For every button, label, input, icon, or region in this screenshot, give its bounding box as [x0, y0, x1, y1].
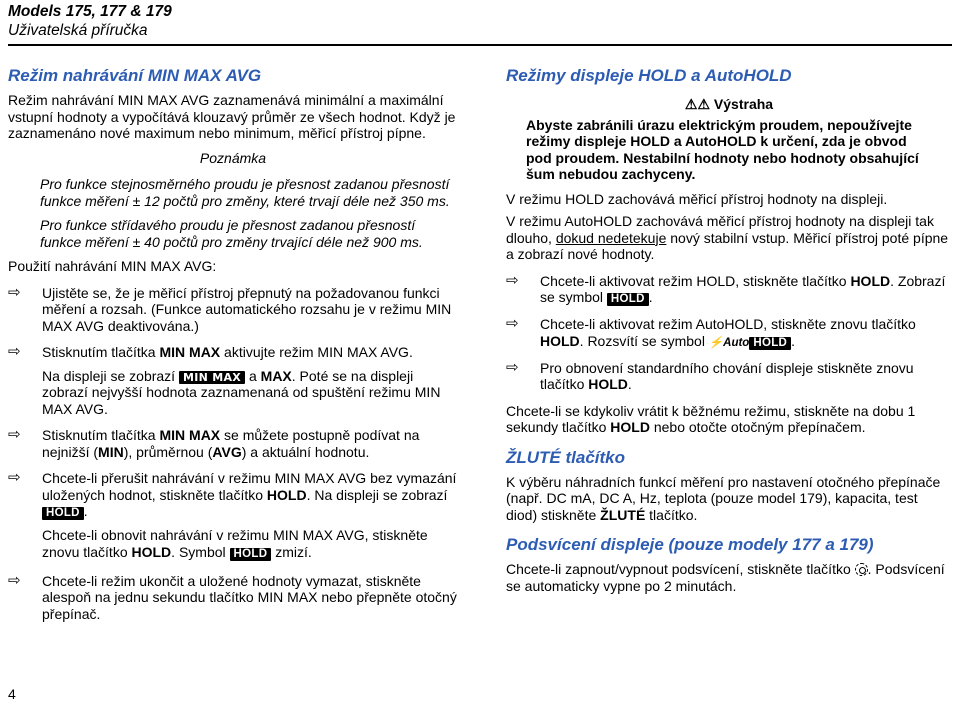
- step-text: Chcete-li obnovit nahrávání v režimu MIN MAX AVG, stiskněte znovu tlačítko: [42, 527, 428, 560]
- key-label: HOLD: [610, 419, 650, 435]
- section-heading-backlight: Podsvícení displeje (pouze modely 177 a 179): [506, 535, 874, 554]
- step-text: .: [648, 289, 653, 305]
- header-model: Models 175, 177 & 179: [8, 3, 172, 20]
- key-label: HOLD: [588, 376, 628, 392]
- note-dc: Pro funkce stejnosměrného proudu je přesnost zadanou přesností funkce měření ± 12 počtů pro změny, které trvají déle než 350 ms.: [40, 176, 450, 209]
- step-text: Stisknutím tlačítka: [42, 427, 160, 443]
- yellow-paragraph: [506, 474, 952, 524]
- paragraph-text: nebo otočte otočným přepínačem.: [649, 419, 866, 435]
- hold-paragraph: V režimu HOLD zachovává měřicí přístroj hodnoty na displeji.: [506, 190, 888, 207]
- arrow-right-icon: ⇨: [8, 426, 21, 443]
- step-item: [8, 285, 458, 335]
- step-continuation: [8, 527, 458, 561]
- paragraph-text: K výběru náhradních funkcí měření pro nastavení otočného přepínače (např. DC mA, DC A, Hz, teplota (pouze model 179), kapacita, test diod) stiskněte: [506, 473, 941, 523]
- page-number: 4: [8, 686, 16, 702]
- hold-display-symbol: HOLD: [749, 337, 791, 350]
- running-header: [8, 2, 172, 40]
- step-text: ), průměrnou (: [123, 443, 213, 460]
- note-ac: Pro funkce střídavého proudu je přesnost zadanou přesností funkce měření ± 40 počtů pro změny trvající déle než 900 ms.: [40, 217, 423, 250]
- underlined-text: dokud nedetekuje: [555, 229, 667, 246]
- step-text: .: [791, 332, 796, 349]
- arrow-right-icon: ⇨: [506, 271, 519, 289]
- step-text: a: [245, 367, 261, 384]
- step-text: . Na displeji se zobrazí: [306, 486, 448, 503]
- step-text: aktivujte režim MIN MAX AVG.: [220, 344, 413, 360]
- warning-heading: [506, 96, 952, 113]
- step-text: .: [627, 376, 632, 392]
- autohold-paragraph: [506, 213, 952, 263]
- step-text: . Poté se na displeji zobrazí nejvyšší hodnota zaznamenaná od spuštění režimu MIN MAX AVG.: [42, 367, 441, 417]
- key-label: HOLD: [540, 332, 580, 349]
- section-heading-hold: Režimy displeje HOLD a AutoHOLD: [506, 66, 792, 85]
- paragraph-text: . Podsvícení se automaticky vypne po 2 minutách.: [506, 561, 945, 594]
- arrow-right-icon: ⇨: [8, 283, 21, 301]
- step-text: se můžete postupně podívat na nejnižší (: [42, 427, 420, 460]
- paragraph-text: V režimu AutoHOLD zachovává měřicí přístroj hodnoty na displeji tak dlouho,: [506, 213, 934, 246]
- arrow-right-icon: ⇨: [506, 358, 519, 376]
- warning-title: Výstraha: [713, 96, 774, 112]
- header-rule: [8, 44, 952, 46]
- key-label: HOLD: [850, 272, 891, 289]
- backlight-paragraph: [506, 561, 952, 594]
- minmax-display-symbol: MIN MAX: [179, 371, 245, 384]
- key-label: MIN: [98, 443, 124, 460]
- return-paragraph: [506, 403, 952, 436]
- step-item: [506, 360, 952, 393]
- key-label: HOLD: [131, 543, 172, 560]
- arrow-right-icon: ⇨: [8, 343, 21, 360]
- warning-icon: ⚠⚠: [684, 96, 711, 112]
- step-text: Na displeji se zobrazí: [42, 367, 179, 384]
- minmax-intro: Režim nahrávání MIN MAX AVG zaznamenává minimální a maximální vstupní hodnoty a vypočítává klouzavý průměr ze všech hodnot. Když je zaznamenáno nové maximum nebo minimum, měřicí přístroj pípne.: [8, 92, 456, 141]
- usage-label: Použití nahrávání MIN MAX AVG:: [8, 258, 217, 274]
- step-text: Chcete-li aktivovat režim HOLD, stiskněte tlačítko: [540, 272, 851, 289]
- step-text: zmizí.: [271, 543, 312, 560]
- key-label: MAX: [260, 367, 292, 384]
- step-item: [506, 316, 952, 350]
- paragraph-text: Chcete-li zapnout/vypnout podsvícení, stiskněte tlačítko: [506, 561, 855, 577]
- key-label: AVG: [212, 443, 242, 460]
- step-continuation: [8, 368, 458, 418]
- step-text: Ujistěte se, že je měřicí přístroj přepnutý na požadovanou funkci měření a rozsah. (Funkce automatického rozsahu je v režimu MIN MAX AVG deaktivována.): [42, 284, 452, 334]
- left-column: [8, 66, 458, 622]
- section-heading-minmax: Režim nahrávání MIN MAX AVG: [8, 66, 262, 85]
- step-text: . Zobrazí se symbol: [540, 272, 946, 305]
- step-text: . Rozsvítí se symbol: [579, 332, 709, 349]
- hold-display-symbol: HOLD: [230, 548, 272, 561]
- step-item: [8, 427, 458, 460]
- paragraph-text: Chcete-li se kdykoliv vrátit k běžnému režimu, stiskněte na dobu 1 sekundy tlačítko: [506, 402, 916, 435]
- paragraph-text: nový stabilní vstup. Měřicí přístroj poté pípne a zobrazí nové hodnoty.: [506, 229, 949, 262]
- step-item: [506, 273, 952, 307]
- hold-display-symbol: HOLD: [607, 293, 649, 306]
- key-label: HOLD: [266, 486, 307, 503]
- step-text: ) a aktuální hodnotu.: [241, 443, 370, 460]
- warning-body: Abyste zabránili úrazu elektrickým proudem, nepoužívejte režimy displeje HOLD a AutoHOLD k určení, zda je obvod pod proudem. Nestabilní hodnoty nebo hodnoty obsahující šum nebudou zachyceny.: [526, 116, 919, 182]
- auto-display-symbol: ⚡Auto: [708, 336, 750, 349]
- arrow-right-icon: ⇨: [8, 571, 21, 589]
- arrow-right-icon: ⇨: [8, 469, 21, 486]
- header-subtitle: Uživatelská příručka: [8, 22, 148, 39]
- step-text: Chcete-li přerušit nahrávání v režimu MIN MAX AVG bez vymazání uložených hodnot, stiskněte tlačítko: [42, 470, 457, 503]
- step-item: [8, 573, 458, 623]
- key-label: MIN MAX: [159, 344, 221, 360]
- key-label: ŽLUTÉ: [600, 506, 646, 523]
- step-item: [8, 344, 458, 361]
- hold-display-symbol: HOLD: [42, 507, 84, 520]
- step-item: [8, 470, 458, 520]
- backlight-icon: [855, 563, 868, 576]
- step-text: .: [83, 503, 88, 519]
- section-heading-yellow: ŽLUTÉ tlačítko: [506, 447, 626, 467]
- step-text: Chcete-li režim ukončit a uložené hodnoty vymazat, stiskněte alespoň na jednu sekundu tlačítko MIN MAX nebo přepněte otočný přepínač.: [42, 572, 457, 622]
- step-text: Stisknutím tlačítka: [42, 344, 160, 360]
- step-text: Pro obnovení standardního chování displeje stiskněte znovu tlačítko: [540, 359, 914, 392]
- step-text: . Symbol: [171, 543, 230, 560]
- step-text: Chcete-li aktivovat režim AutoHOLD, stiskněte znovu tlačítko: [540, 316, 916, 332]
- paragraph-text: tlačítko.: [645, 506, 698, 523]
- key-label: MIN MAX: [159, 427, 221, 443]
- arrow-right-icon: ⇨: [506, 315, 519, 332]
- note-title: Poznámka: [199, 149, 267, 166]
- right-column: [506, 66, 952, 594]
